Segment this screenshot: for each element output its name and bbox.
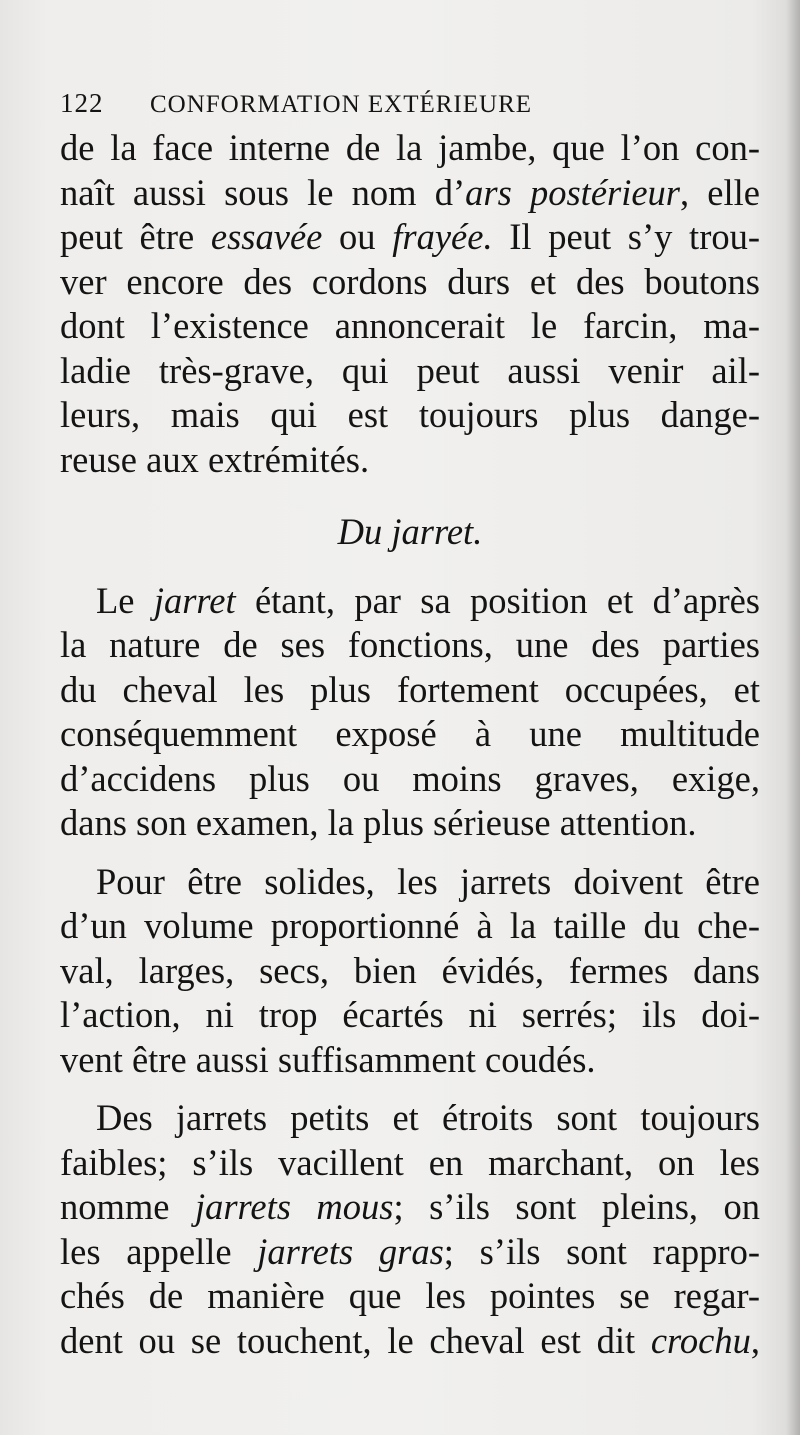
text-run: la nature de ses fonctions, une des parties <box>60 624 760 665</box>
text-run: les appelle <box>60 1230 258 1272</box>
text-run: l’action, ni trop écartés ni serrés; ils doi- <box>60 994 760 1035</box>
text-run: chés de manière que les pointes se regar- <box>60 1275 760 1316</box>
running-title: CONFORMATION EXTÉRIEURE <box>150 91 533 118</box>
page-number: 122 <box>60 88 104 118</box>
text-run: nomme <box>60 1186 195 1227</box>
text-line <box>60 1230 760 1275</box>
text-line <box>60 1038 760 1083</box>
section-du-jarret <box>60 579 760 1364</box>
text-line <box>60 993 760 1038</box>
text-line <box>60 1185 760 1230</box>
text-run: d’un volume proportionné à la taille du che- <box>60 905 760 946</box>
text-line <box>60 438 760 483</box>
italic-term: ars postérieur <box>465 171 681 213</box>
text-line <box>60 215 760 260</box>
page-edge-shadow <box>786 0 800 1435</box>
text-line <box>60 949 760 994</box>
text-run: Pour être solides, les jarrets doivent être <box>96 860 760 902</box>
text-line <box>60 1319 760 1364</box>
text-run: Des jarrets petits et étroits sont toujours <box>96 1097 760 1138</box>
italic-term: jarrets mous <box>194 1186 394 1227</box>
paragraph-gap <box>60 846 760 860</box>
text-run: dent ou se touchent, le cheval est dit <box>60 1319 651 1361</box>
text-run: Il peut s’y trou- <box>492 216 761 257</box>
text-run: ver encore des cordons durs et des boutons <box>60 260 760 302</box>
italic-term: crochu <box>650 1319 751 1361</box>
text-run: , elle <box>680 171 760 213</box>
text-run: ; s’ils sont rappro- <box>443 1230 760 1272</box>
text-line <box>60 304 760 349</box>
text-line <box>60 1141 760 1186</box>
text-line <box>60 904 760 949</box>
text-run: naît aussi sous le nom d’ <box>60 171 466 213</box>
italic-term: frayée. <box>392 216 493 257</box>
text-run: conséquemment exposé à une multitude <box>60 713 760 754</box>
text-line <box>60 260 760 305</box>
text-line <box>60 757 760 802</box>
text-line <box>60 860 760 905</box>
text-run: ou <box>322 216 393 257</box>
text-run: Le <box>96 579 154 621</box>
text-run: faibles; s’ils vacillent en marchant, on les <box>60 1141 760 1183</box>
running-head <box>60 88 760 119</box>
text-run: d’accidens plus ou moins graves, exige, <box>60 757 760 799</box>
text-run: ladie très-grave, qui peut aussi venir ail- <box>60 349 760 391</box>
text-line <box>60 801 760 846</box>
text-run: dont l’existence annoncerait le farcin, ma- <box>60 305 760 346</box>
paragraph-ars-posterieur <box>60 126 760 482</box>
text-line <box>60 393 760 438</box>
text-run: val, larges, secs, bien évidés, fermes dans <box>60 949 760 991</box>
text-run: vent être aussi suffisamment coudés. <box>60 1038 596 1080</box>
body-text <box>60 126 760 1363</box>
paragraph-gap <box>60 1082 760 1096</box>
text-line <box>60 171 760 216</box>
text-line <box>60 349 760 394</box>
text-line <box>60 579 760 624</box>
text-run: étant, par sa position et d’après <box>235 579 761 621</box>
italic-term: essavée <box>210 216 323 257</box>
text-line <box>60 623 760 668</box>
text-run: ; s’ils sont pleins, on <box>393 1186 760 1227</box>
section-heading: Du jarret. <box>337 511 483 552</box>
text-run: dans son examen, la plus sérieuse attention. <box>60 802 697 843</box>
text-run: du cheval les plus fortement occupées, et <box>60 668 760 710</box>
text-run: de la face interne de la jambe, que l’on con- <box>60 127 760 168</box>
text-line <box>60 1274 760 1319</box>
text-line <box>60 1096 760 1141</box>
text-line <box>60 712 760 757</box>
italic-term: jarret <box>153 579 236 621</box>
text-run: peut être <box>60 216 211 257</box>
text-run: , <box>750 1319 760 1361</box>
text-run: leurs, mais qui est toujours plus dange- <box>60 394 760 435</box>
text-line <box>60 126 760 171</box>
text-run: reuse aux extrémités. <box>60 438 370 480</box>
text-line <box>60 668 760 713</box>
italic-term: jarrets gras <box>257 1230 444 1272</box>
